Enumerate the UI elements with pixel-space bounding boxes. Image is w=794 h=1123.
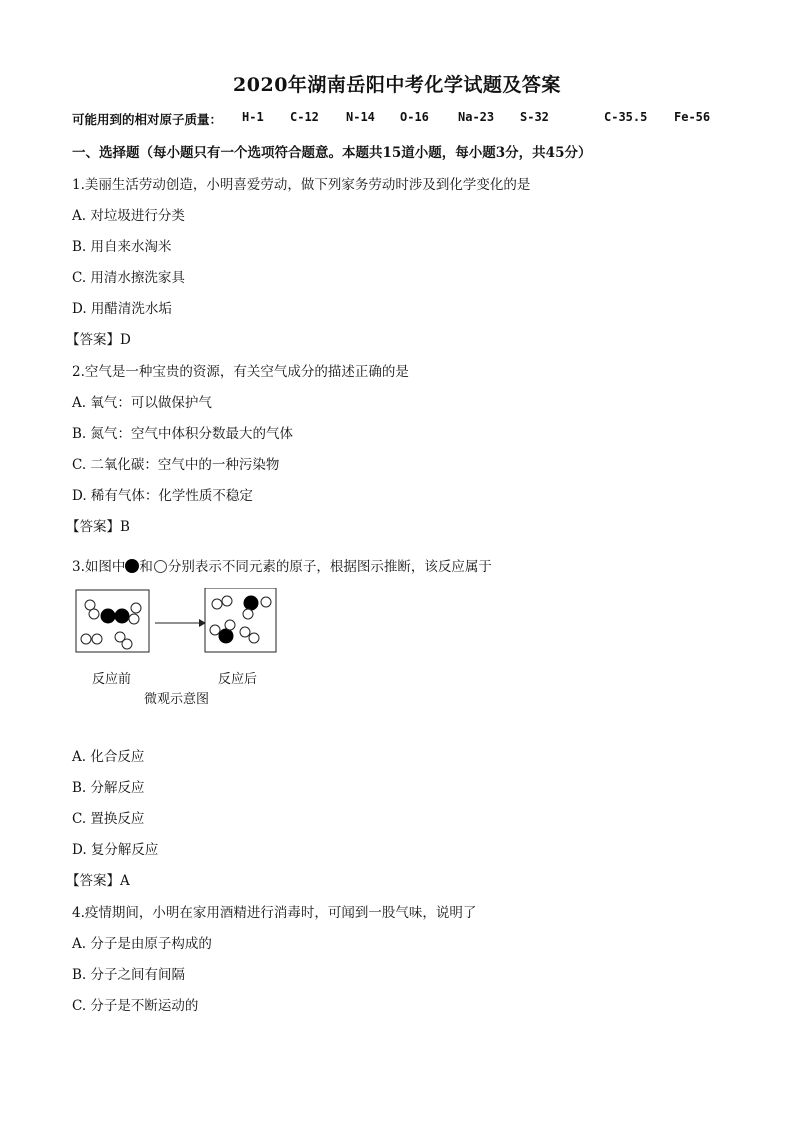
question-2-stem: 2.空气是一种宝贵的资源，有关空气成分的描述正确的是: [72, 364, 409, 380]
after-label: 反应后: [218, 672, 258, 687]
atomic-mass-fe: Fe-56: [674, 110, 711, 124]
white-atom: [222, 596, 232, 606]
white-atom: [212, 599, 222, 609]
question-2-option-b: B. 氮气：空气中体积分数最大的气体: [72, 426, 294, 442]
atomic-masses: [72, 110, 722, 128]
question-2-option-c: C. 二氧化碳：空气中的一种污染物: [72, 457, 280, 473]
question-2-answer: 【答案】B: [66, 519, 130, 535]
question-3-stem-prefix: 3.如图中: [72, 559, 126, 575]
question-1-answer: 【答案】D: [66, 332, 131, 348]
white-atom: [122, 639, 132, 649]
black-atom-icon: [125, 559, 139, 573]
white-atom: [81, 634, 91, 644]
question-3-stem-mid: 和: [139, 559, 153, 575]
white-atom: [85, 600, 95, 610]
page-title: 2020年湖南岳阳中考化学试题及答案: [233, 74, 561, 96]
question-1-option-b: B. 用自来水淘米: [72, 239, 172, 255]
before-label: 反应前: [92, 672, 132, 687]
black-atom: [244, 596, 259, 611]
black-atom: [115, 609, 130, 624]
question-3-option-b: B. 分解反应: [72, 780, 145, 796]
white-atom: [261, 597, 271, 607]
section-heading: 一、选择题（每小题只有一个选项符合题意。本题共15道小题，每小题3分，共45分）: [72, 145, 592, 161]
question-3-option-c: C. 置换反应: [72, 811, 145, 827]
question-1-option-d: D. 用醋清洗水垢: [72, 301, 172, 317]
atomic-mass-s: S-32: [520, 110, 549, 124]
micro-diagram: [72, 588, 292, 708]
question-1-option-c: C. 用清水擦洗家具: [72, 270, 185, 286]
white-atom: [92, 634, 102, 644]
white-atom-icon: [154, 560, 167, 573]
white-atom: [210, 625, 220, 635]
reaction-diagram-svg: [72, 588, 292, 658]
question-2-option-a: A. 氧气：可以做保护气: [72, 395, 212, 411]
question-3-option-d: D. 复分解反应: [72, 842, 159, 858]
black-atom: [219, 629, 234, 644]
question-3-option-a: A. 化合反应: [72, 749, 145, 765]
question-4-option-b: B. 分子之间有间隔: [72, 967, 186, 983]
white-atom: [89, 609, 99, 619]
white-atom: [131, 603, 141, 613]
atomic-mass-o: O-16: [400, 110, 429, 124]
diagram-caption: 微观示意图: [144, 692, 210, 707]
question-4-stem: 4.疫情期间，小明在家用酒精进行消毒时，可闻到一股气味，说明了: [72, 905, 477, 921]
question-2-option-d: D. 稀有气体：化学性质不稳定: [72, 488, 253, 504]
atomic-masses-label: 可能用到的相对原子质量：: [72, 112, 223, 127]
question-4-option-c: C. 分子是不断运动的: [72, 998, 199, 1014]
question-4-option-a: A. 分子是由原子构成的: [72, 936, 212, 952]
white-atom: [225, 620, 235, 630]
atomic-mass-cl: C-35.5: [604, 110, 648, 124]
question-3-answer: 【答案】A: [66, 873, 130, 889]
atomic-mass-na: Na-23: [458, 110, 495, 124]
atomic-mass-h: H-1: [242, 110, 264, 124]
atomic-mass-n: N-14: [346, 110, 375, 124]
white-atom: [129, 614, 139, 624]
question-1-stem: 1.美丽生活劳动创造，小明喜爱劳动，做下列家务劳动时涉及到化学变化的是: [72, 177, 531, 193]
white-atom: [243, 609, 253, 619]
white-atom: [240, 627, 250, 637]
atomic-mass-c: C-12: [290, 110, 319, 124]
white-atom: [249, 633, 259, 643]
question-3-stem: [72, 555, 492, 575]
question-1-option-a: A. 对垃圾进行分类: [72, 208, 185, 224]
black-atom: [101, 609, 116, 624]
question-3-stem-suffix: 分别表示不同元素的原子，根据图示推断，该反应属于: [167, 559, 492, 575]
